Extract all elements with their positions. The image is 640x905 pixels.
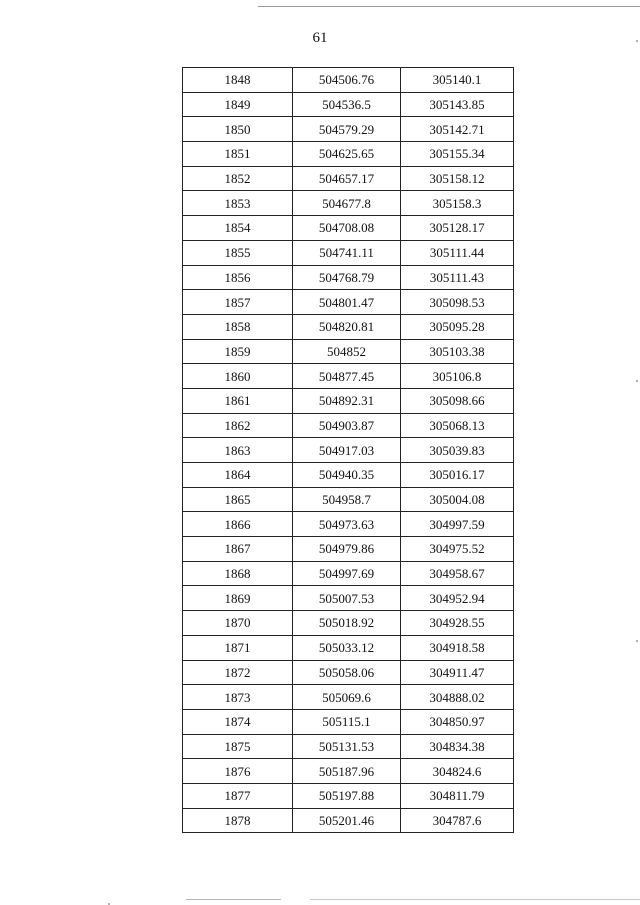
y-coordinate-cell: 305143.85 <box>401 92 514 117</box>
y-coordinate-cell: 304997.59 <box>401 512 514 537</box>
x-coordinate-cell: 504958.7 <box>293 487 401 512</box>
y-coordinate-cell: 304850.97 <box>401 709 514 734</box>
point-number-cell: 1878 <box>183 808 293 833</box>
point-number-cell: 1866 <box>183 512 293 537</box>
y-coordinate-cell: 304952.94 <box>401 586 514 611</box>
point-number-cell: 1869 <box>183 586 293 611</box>
table-row <box>183 512 514 537</box>
point-number-cell: 1856 <box>183 265 293 290</box>
point-number-cell: 1860 <box>183 364 293 389</box>
point-number-cell: 1861 <box>183 388 293 413</box>
point-number-cell: 1850 <box>183 117 293 142</box>
y-coordinate-cell: 305155.34 <box>401 142 514 167</box>
y-coordinate-cell: 304834.38 <box>401 734 514 759</box>
x-coordinate-cell: 505201.46 <box>293 808 401 833</box>
coordinates-table-body <box>183 68 514 833</box>
y-coordinate-cell: 305158.3 <box>401 191 514 216</box>
point-number-cell: 1849 <box>183 92 293 117</box>
point-number-cell: 1852 <box>183 166 293 191</box>
table-row <box>183 92 514 117</box>
y-coordinate-cell: 305095.28 <box>401 314 514 339</box>
table-row <box>183 191 514 216</box>
scan-speck <box>636 40 638 42</box>
table-row <box>183 265 514 290</box>
x-coordinate-cell: 504903.87 <box>293 413 401 438</box>
x-coordinate-cell: 505007.53 <box>293 586 401 611</box>
y-coordinate-cell: 304928.55 <box>401 611 514 636</box>
bottom-scan-rule-right <box>310 899 640 900</box>
table-row <box>183 709 514 734</box>
x-coordinate-cell: 505187.96 <box>293 759 401 784</box>
x-coordinate-cell: 504741.11 <box>293 240 401 265</box>
bottom-scan-rule-left <box>186 899 281 900</box>
y-coordinate-cell: 304911.47 <box>401 660 514 685</box>
top-scan-rule <box>258 6 640 7</box>
x-coordinate-cell: 504536.5 <box>293 92 401 117</box>
y-coordinate-cell: 305039.83 <box>401 438 514 463</box>
table-row <box>183 537 514 562</box>
table-row <box>183 240 514 265</box>
x-coordinate-cell: 504579.29 <box>293 117 401 142</box>
x-coordinate-cell: 505018.92 <box>293 611 401 636</box>
y-coordinate-cell: 305158.12 <box>401 166 514 191</box>
x-coordinate-cell: 504917.03 <box>293 438 401 463</box>
x-coordinate-cell: 504801.47 <box>293 290 401 315</box>
point-number-cell: 1876 <box>183 759 293 784</box>
y-coordinate-cell: 304958.67 <box>401 561 514 586</box>
point-number-cell: 1855 <box>183 240 293 265</box>
y-coordinate-cell: 305111.43 <box>401 265 514 290</box>
point-number-cell: 1857 <box>183 290 293 315</box>
y-coordinate-cell: 305098.66 <box>401 388 514 413</box>
y-coordinate-cell: 305103.38 <box>401 339 514 364</box>
y-coordinate-cell: 305016.17 <box>401 463 514 488</box>
x-coordinate-cell: 504768.79 <box>293 265 401 290</box>
x-coordinate-cell: 505069.6 <box>293 685 401 710</box>
x-coordinate-cell: 505033.12 <box>293 635 401 660</box>
table-row <box>183 463 514 488</box>
coordinates-table <box>182 67 514 833</box>
x-coordinate-cell: 504657.17 <box>293 166 401 191</box>
scan-speck <box>636 640 638 642</box>
point-number-cell: 1863 <box>183 438 293 463</box>
point-number-cell: 1853 <box>183 191 293 216</box>
x-coordinate-cell: 504708.08 <box>293 216 401 241</box>
x-coordinate-cell: 504940.35 <box>293 463 401 488</box>
page-number: 61 <box>312 30 328 46</box>
x-coordinate-cell: 504820.81 <box>293 314 401 339</box>
x-coordinate-cell: 504892.31 <box>293 388 401 413</box>
x-coordinate-cell: 504625.65 <box>293 142 401 167</box>
point-number-cell: 1877 <box>183 783 293 808</box>
y-coordinate-cell: 305106.8 <box>401 364 514 389</box>
x-coordinate-cell: 505131.53 <box>293 734 401 759</box>
table-row <box>183 734 514 759</box>
table-row <box>183 314 514 339</box>
point-number-cell: 1865 <box>183 487 293 512</box>
table-row <box>183 364 514 389</box>
x-coordinate-cell: 504979.86 <box>293 537 401 562</box>
x-coordinate-cell: 505115.1 <box>293 709 401 734</box>
point-number-cell: 1871 <box>183 635 293 660</box>
scan-speck <box>636 380 638 382</box>
x-coordinate-cell: 505058.06 <box>293 660 401 685</box>
table-row <box>183 685 514 710</box>
x-coordinate-cell: 504877.45 <box>293 364 401 389</box>
table-row <box>183 117 514 142</box>
y-coordinate-cell: 305142.71 <box>401 117 514 142</box>
y-coordinate-cell: 305140.1 <box>401 68 514 93</box>
point-number-cell: 1867 <box>183 537 293 562</box>
x-coordinate-cell: 504973.63 <box>293 512 401 537</box>
point-number-cell: 1859 <box>183 339 293 364</box>
point-number-cell: 1873 <box>183 685 293 710</box>
table-row <box>183 142 514 167</box>
point-number-cell: 1854 <box>183 216 293 241</box>
x-coordinate-cell: 504677.8 <box>293 191 401 216</box>
point-number-cell: 1870 <box>183 611 293 636</box>
point-number-cell: 1848 <box>183 68 293 93</box>
table-row <box>183 808 514 833</box>
y-coordinate-cell: 305004.08 <box>401 487 514 512</box>
x-coordinate-cell: 505197.88 <box>293 783 401 808</box>
table-row <box>183 660 514 685</box>
table-row <box>183 388 514 413</box>
x-coordinate-cell: 504506.76 <box>293 68 401 93</box>
table-row <box>183 561 514 586</box>
point-number-cell: 1864 <box>183 463 293 488</box>
point-number-cell: 1851 <box>183 142 293 167</box>
point-number-cell: 1872 <box>183 660 293 685</box>
table-row <box>183 586 514 611</box>
y-coordinate-cell: 305128.17 <box>401 216 514 241</box>
table-row <box>183 759 514 784</box>
point-number-cell: 1874 <box>183 709 293 734</box>
table-row <box>183 216 514 241</box>
y-coordinate-cell: 304787.6 <box>401 808 514 833</box>
y-coordinate-cell: 304824.6 <box>401 759 514 784</box>
x-coordinate-cell: 504852 <box>293 339 401 364</box>
table-row <box>183 635 514 660</box>
x-coordinate-cell: 504997.69 <box>293 561 401 586</box>
table-row <box>183 68 514 93</box>
point-number-cell: 1875 <box>183 734 293 759</box>
table-row <box>183 438 514 463</box>
point-number-cell: 1868 <box>183 561 293 586</box>
y-coordinate-cell: 304975.52 <box>401 537 514 562</box>
y-coordinate-cell: 304811.79 <box>401 783 514 808</box>
y-coordinate-cell: 305098.53 <box>401 290 514 315</box>
point-number-cell: 1862 <box>183 413 293 438</box>
table-row <box>183 166 514 191</box>
table-row <box>183 611 514 636</box>
table-row <box>183 339 514 364</box>
y-coordinate-cell: 305068.13 <box>401 413 514 438</box>
y-coordinate-cell: 304888.02 <box>401 685 514 710</box>
table-row <box>183 487 514 512</box>
y-coordinate-cell: 305111.44 <box>401 240 514 265</box>
table-row <box>183 783 514 808</box>
table-row <box>183 413 514 438</box>
y-coordinate-cell: 304918.58 <box>401 635 514 660</box>
point-number-cell: 1858 <box>183 314 293 339</box>
table-row <box>183 290 514 315</box>
